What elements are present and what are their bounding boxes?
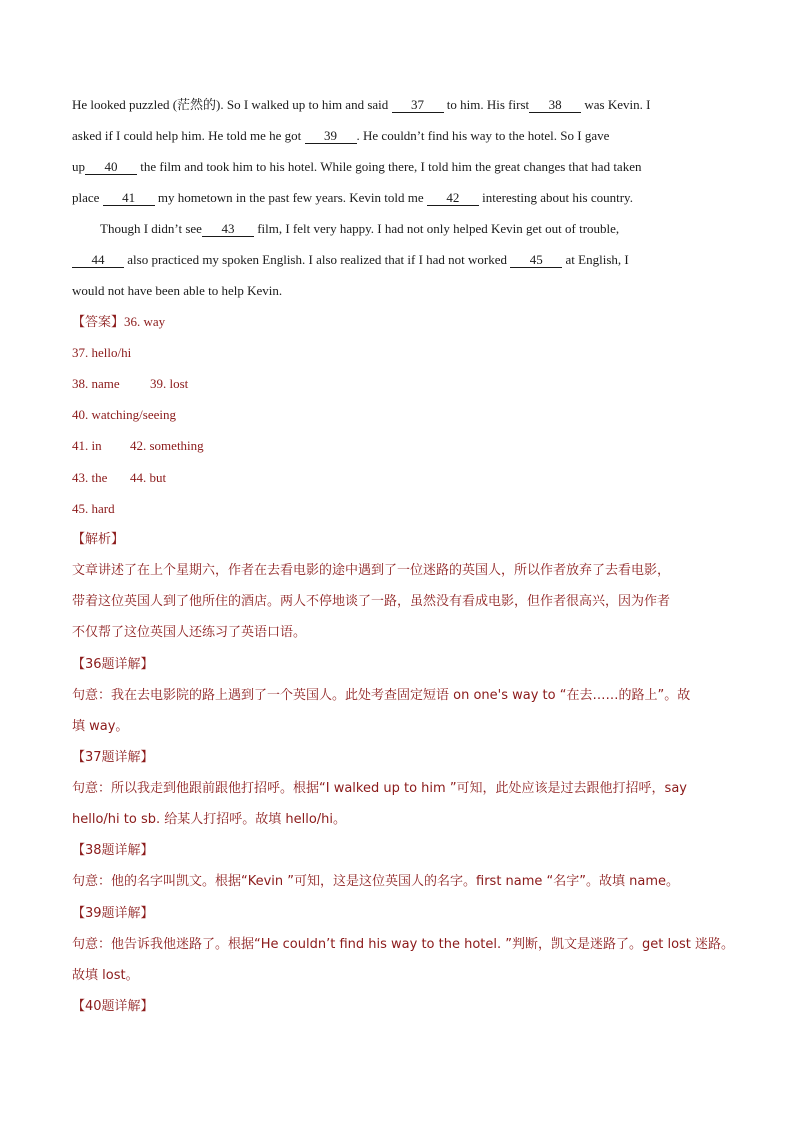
- answers-label: 【答案】: [72, 315, 125, 330]
- passage-line-1: He looked puzzled (茫然的). So I walked up to him and said 37 to him. His first 38 was Kevin. I: [72, 95, 650, 115]
- analysis-text-3: 不仅帮了这位英国人还练习了英语口语。: [72, 625, 307, 640]
- passage-line-4: place 41 my hometown in the past few years. Kevin told me 42 interesting about his country.: [72, 188, 633, 208]
- detail-39-text-1: 句意：他告诉我他迷路了。根据“He couldn’t find his way to the hotel. ”判断，凯文是迷路了。get lost 迷路。: [72, 937, 735, 952]
- passage-line-3: up 40 the film and took him to his hotel. While going there, I told him the great changes that had taken: [72, 157, 641, 177]
- analysis-label: 【解析】: [72, 532, 125, 547]
- detail-38-text-1: 句意：他的名字叫凯文。根据“Kevin ”可知，这是这位英国人的名字。first name “名字”。故填 name。: [72, 874, 680, 889]
- detail-38-label: 【38题详解】: [72, 843, 154, 858]
- detail-37-label: 【37题详解】: [72, 750, 154, 765]
- detail-36-text-2: 填 way。: [72, 719, 129, 734]
- passage-line-7: would not have been able to help Kevin.: [72, 283, 283, 298]
- answers-line-6: 43. the 44. but: [72, 470, 167, 485]
- answers-line-7: 45. hard: [72, 501, 115, 516]
- blank-43: 43: [202, 219, 254, 239]
- detail-36-text-1: 句意：我在去电影院的路上遇到了一个英国人。此处考查固定短语 on one's way to “在去……的路上”。故: [72, 688, 691, 703]
- blank-45: 45: [510, 250, 562, 270]
- detail-39-text-2: 故填 lost。: [72, 968, 139, 983]
- answers-line-3: 38. name 39. lost: [72, 376, 189, 391]
- blank-42: 42: [427, 188, 479, 208]
- passage-line-6: 44 also practiced my spoken English. I also realized that if I had not worked 45 at English, I: [72, 250, 629, 270]
- blank-39: 39: [305, 126, 357, 146]
- detail-36-label: 【36题详解】: [72, 657, 154, 672]
- detail-39-label: 【39题详解】: [72, 906, 154, 921]
- passage-line-5: Though I didn’t see 43 film, I felt very happy. I had not only helped Kevin get out of trouble,: [72, 219, 619, 239]
- blank-37: 37: [392, 95, 444, 115]
- answers-line-5: 41. in 42. something: [72, 438, 204, 453]
- blank-40: 40: [85, 157, 137, 177]
- analysis-text-1: 文章讲述了在上个星期六，作者在去看电影的途中遇到了一位迷路的英国人，所以作者放弃了去看电影，: [72, 563, 671, 578]
- detail-37-text-1: 句意：所以我走到他跟前跟他打招呼。根据“I walked up to him ”可知，此处应该是过去跟他打招呼，say: [72, 781, 687, 796]
- analysis-text-2: 带着这位英国人到了他所住的酒店。两人不停地谈了一路，虽然没有看成电影，但作者很高兴，因为作者: [72, 594, 671, 609]
- answers-line-2: 37. hello/hi: [72, 345, 132, 360]
- answers-line-4: 40. watching/seeing: [72, 407, 176, 422]
- blank-38: 38: [529, 95, 581, 115]
- blank-44: 44: [72, 250, 124, 270]
- detail-37-text-2: hello/hi to sb. 给某人打招呼。故填 hello/hi。: [72, 812, 347, 827]
- passage-line-2: asked if I could help him. He told me he got 39 . He couldn’t find his way to the hotel. So I gave: [72, 126, 609, 146]
- blank-41: 41: [103, 188, 155, 208]
- detail-40-label: 【40题详解】: [72, 999, 154, 1014]
- answers-line-1: 【答案】36. way: [72, 314, 166, 330]
